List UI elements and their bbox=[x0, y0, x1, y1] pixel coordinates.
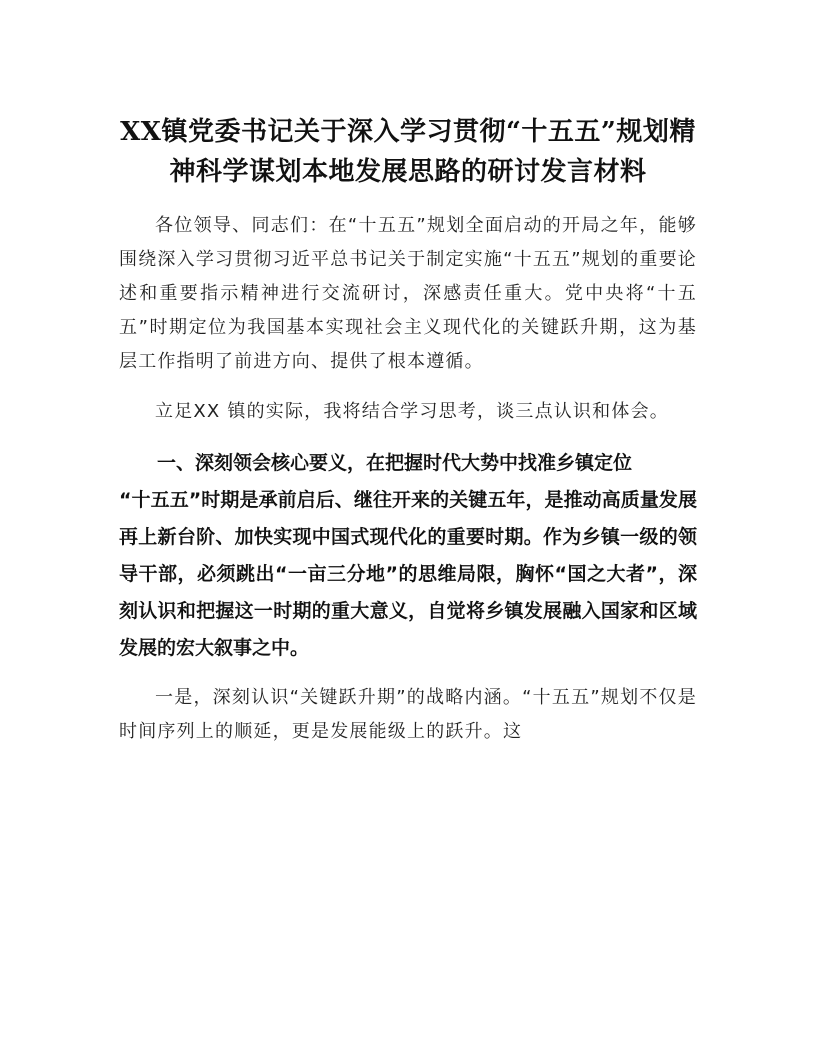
section-one bbox=[119, 445, 697, 667]
section-one-heading-line bbox=[119, 445, 697, 482]
opening-paragraph: 各位领导、同志们：在“十五五”规划全面启动的开局之年，能够围绕深入学习贯彻习近平总书记关于制定实施“十五五”规划的重要论述和重要指示精神进行交流研讨，深感责任重大。党中央将“十五五”时期定位为我国基本实现社会主义现代化的关键跃升期，这为基层工作指明了前进方向、提供了根本遵循。 bbox=[119, 215, 697, 372]
document-title: XX镇党委书记关于深入学习贯彻“十五五”规划精神科学谋划本地发展思路的研讨发言材料 bbox=[120, 117, 696, 187]
closing-paragraph: 一是，深刻认识“关键跃升期”的战略内涵。“十五五”规划不仅是时间序列上的顺延，更是发展能级上的跃升。这 bbox=[119, 687, 697, 742]
section-one-heading: 一、深刻领会核心要义，在把握时代大势中找准乡镇定位 bbox=[157, 452, 633, 474]
section-one-body: “十五五”时期是承前启后、继往开来的关键五年，是推动高质量发展再上新台阶、加快实现中国式现代化的重要时期。作为乡镇一级的领导干部，必须跳出“一亩三分地”的思维局限，胸怀“国之大者”，深刻认识和把握这一时期的重大意义，自觉将乡镇发展融入国家和区域发展的宏大叙事之中。 bbox=[119, 489, 697, 659]
intro-paragraph: 立足XX 镇的实际，我将结合学习思考，谈三点认识和体会。 bbox=[155, 401, 669, 422]
document-page bbox=[119, 112, 697, 765]
